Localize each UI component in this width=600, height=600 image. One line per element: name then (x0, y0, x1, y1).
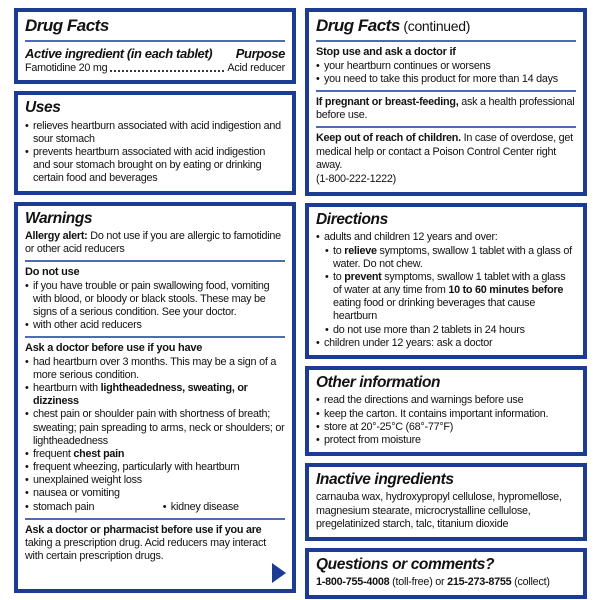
do-not-use-subheading (25, 266, 285, 279)
text: heartburn with (33, 382, 101, 395)
section-divider (316, 126, 576, 128)
text: children under 12 years: ask a doctor (324, 336, 493, 349)
bullet-glyph: • (316, 433, 320, 446)
bullet-columns (25, 501, 285, 514)
paragraph (25, 524, 285, 564)
text: ask a health professional before use. (316, 96, 575, 122)
bullet-text (333, 271, 576, 324)
bold-text: lightheadedness, sweating, or dizziness (33, 382, 248, 408)
drug-facts-panel-title (25, 15, 285, 36)
bullet-glyph: • (25, 146, 29, 158)
bullet-glyph: • (162, 500, 167, 513)
bullet-text (33, 146, 285, 186)
ingredient-purpose: Acid reducer (227, 62, 285, 75)
paragraph (316, 491, 576, 531)
bold-text: 1-800-755-4008 (316, 576, 390, 589)
bullet-text: stomach pain (33, 500, 95, 513)
bullet-item (25, 461, 285, 474)
warnings-heading (25, 209, 285, 228)
text: to (333, 270, 345, 283)
text: frequent (33, 447, 74, 460)
bullet-text (324, 408, 576, 421)
text: symptoms, swallow 1 tablet with a glass of water at any time from (333, 270, 566, 297)
bullet-item (325, 324, 576, 337)
text: frequent wheezing, particularly with heartburn (33, 461, 240, 474)
text: nausea or vomiting (33, 487, 120, 500)
text: Other information (316, 373, 441, 391)
questions-panel (305, 548, 587, 600)
bullet-item (25, 408, 285, 448)
text: chest pain or shoulder pain with shortness of breath; sweating; pain spreading to arms, neck or shoulders; or lightheadedness (33, 408, 285, 447)
title-text: Drug Facts (316, 16, 400, 35)
bold-text: prevent (344, 270, 382, 283)
bullet-item (25, 448, 285, 461)
bullet-text (33, 461, 285, 474)
bullet-text (33, 474, 285, 487)
paragraph (316, 132, 576, 172)
bold-text: 10 to 60 minutes before (448, 284, 564, 297)
bullet-glyph: • (25, 382, 29, 395)
other-information-panel (305, 366, 587, 456)
text: Warnings (25, 209, 93, 227)
directions-heading (316, 210, 576, 229)
text: keep the carton. It contains important information. (324, 407, 549, 420)
text: taking a prescription drug. Acid reducers may interact with certain prescription drugs. (25, 536, 266, 563)
bullet-glyph: • (316, 231, 320, 244)
bullet-item (316, 408, 576, 421)
text: Do not use if you are allergic to famotidine or other acid reducers (25, 229, 281, 256)
text: protect from moisture (324, 433, 421, 446)
text: to (333, 244, 345, 257)
bullet-item (25, 501, 163, 514)
text: Inactive ingredients (316, 471, 454, 489)
bullet-glyph: • (25, 279, 29, 292)
section-divider (25, 336, 285, 338)
bullet-text (33, 382, 285, 408)
bullet-glyph: • (316, 72, 320, 85)
bullet-text (324, 394, 576, 407)
section-divider (316, 40, 576, 42)
text: with other acid reducers (33, 319, 142, 332)
purpose-label: Purpose (235, 46, 285, 62)
paragraph (316, 173, 576, 186)
bullet-item (316, 394, 576, 407)
right-column (305, 8, 587, 593)
bullet-text (324, 337, 576, 350)
bullet-item (316, 337, 576, 350)
bullet-item (325, 271, 576, 324)
active-ingredient-row (25, 62, 285, 75)
bullet-item (25, 120, 285, 146)
bullet-item (25, 146, 285, 186)
inactive-ingredients-heading (316, 470, 576, 489)
text: prevents heartburn associated with acid indigestion and sour stomach brought on by eating or drinking certain food and beverages (33, 146, 266, 185)
drug-facts-continued-panel-title (316, 15, 576, 36)
text: unexplained weight loss (33, 474, 142, 487)
section-divider (316, 90, 576, 92)
section-divider (25, 260, 285, 262)
questions-or-comments-heading (316, 555, 576, 574)
text: eating food or drinking beverages that cause heartburn (333, 297, 536, 323)
text: carnauba wax, hydroxypropyl cellulose, hypromellose, magnesium stearate, microcrystalline cellulose, pregelatinized starch, talc, titanium dioxide (316, 491, 562, 530)
bullet-text (324, 60, 576, 73)
text: adults and children 12 years and over: (324, 231, 498, 244)
text: store at 20°-25°C (68°-77°F) (324, 420, 454, 433)
other-information-heading (316, 373, 576, 392)
stop-use-and-ask-a-doctor-if-subheading (316, 46, 576, 59)
text: (toll-free) or (389, 576, 448, 589)
inactive-ingredients-panel (305, 463, 587, 541)
text: Ask a doctor before use if you have (25, 342, 203, 355)
bullet-list (25, 356, 285, 501)
section-divider (25, 518, 285, 520)
active-ingredient-label: Active ingredient (in each tablet) (25, 46, 213, 62)
bullet-text (333, 245, 576, 271)
bullet-glyph: • (316, 394, 320, 407)
bullet-glyph: • (316, 59, 320, 72)
bullet-item (316, 60, 576, 73)
text: had heartburn over 3 months. This may be a sign of a more serious condition. (33, 355, 277, 381)
title-text: Drug Facts (25, 16, 109, 35)
bold-text: Ask a doctor or pharmacist before use if you are (25, 523, 262, 536)
bullet-text (324, 73, 576, 86)
bullet-item (25, 382, 285, 408)
bold-text: Keep out of reach of children. (316, 132, 461, 145)
text: relieves heartburn associated with acid indigestion and sour stomach (33, 119, 281, 145)
text: Directions (316, 211, 388, 229)
text: Do not use (25, 266, 80, 279)
bullet-item (325, 245, 576, 271)
bullet-glyph: • (25, 408, 29, 421)
text: if you have trouble or pain swallowing food, vomiting with blood, or bloody or black stools. These may be signs of a serious condition. See your doctor. (33, 279, 270, 318)
bullet-text (33, 356, 285, 382)
bullet-glyph: • (325, 244, 329, 257)
active-ingredient-header (25, 46, 285, 62)
bullet-glyph: • (325, 270, 329, 283)
bullet-text (33, 319, 285, 332)
bullet-text (33, 408, 285, 448)
bullet-text (324, 231, 576, 244)
bullet-text (324, 421, 576, 434)
bullet-item (316, 231, 576, 244)
bold-text: If pregnant or breast-feeding, (316, 96, 459, 108)
bullet-item (25, 356, 285, 382)
bold-text: relieve (344, 244, 377, 257)
bullet-list (25, 280, 285, 333)
bullet-text: kidney disease (170, 500, 239, 513)
bullet-item (316, 73, 576, 86)
bold-text: chest pain (73, 447, 125, 460)
text: read the directions and warnings before use (324, 394, 524, 407)
continuation-arrow-icon (272, 563, 286, 583)
text: Stop use and ask a doctor if (316, 46, 456, 59)
paragraph (316, 96, 576, 122)
drug-facts-continued-panel (305, 8, 587, 196)
bullet-text (33, 448, 285, 461)
bullet-list (25, 120, 285, 186)
bullet-text (324, 434, 576, 447)
text: do not use more than 2 tablets in 24 hours (333, 323, 525, 336)
paragraph (316, 576, 576, 589)
bullet-text (33, 280, 285, 320)
bullet-text (333, 324, 576, 337)
bullet-glyph: • (316, 407, 320, 420)
bullet-glyph: • (25, 447, 29, 460)
bullet-item (25, 487, 285, 500)
uses-panel (14, 91, 296, 194)
dot-leader (110, 70, 224, 72)
bullet-item (25, 319, 285, 332)
bullet-item (25, 474, 285, 487)
section-divider (25, 40, 285, 42)
text: symptoms, swallow 1 tablet with a glass of water. Do not chew. (333, 244, 572, 270)
bullet-item (316, 421, 576, 434)
bullet-glyph: • (25, 487, 29, 500)
bullet-glyph: • (25, 319, 29, 332)
drug-facts-panel (14, 8, 296, 84)
text: Uses (25, 99, 61, 117)
bullet-glyph: • (316, 336, 320, 349)
ingredient-name: Famotidine 20 mg (25, 62, 108, 75)
text: In case of overdose, get medical help or contact a Poison Control Center right away. (316, 132, 573, 171)
bullet-glyph: • (325, 323, 329, 336)
uses-heading (25, 98, 285, 117)
bullet-glyph: • (25, 500, 29, 513)
bullet-item (25, 280, 285, 320)
bullet-glyph: • (25, 355, 29, 368)
bullet-glyph: • (25, 119, 29, 132)
paragraph (25, 230, 285, 256)
text: you need to take this product for more than 14 days (324, 72, 558, 85)
left-column (14, 8, 296, 593)
bold-text: 215-273-8755 (447, 576, 512, 589)
bullet-list (316, 231, 576, 350)
bullet-glyph: • (25, 474, 29, 487)
text: your heartburn continues or worsens (324, 59, 491, 72)
title-suffix: (continued) (399, 18, 471, 34)
bullet-item (163, 501, 239, 514)
text: Questions or comments? (316, 555, 495, 573)
bullet-glyph: • (316, 420, 320, 433)
warnings-panel (14, 202, 296, 593)
text: (1-800-222-1222) (316, 172, 397, 185)
bullet-item (316, 434, 576, 447)
bold-text: Allergy alert: (25, 229, 88, 242)
ask-a-doctor-before-use-if-you-have-subheading (25, 342, 285, 355)
text: (collect) (511, 576, 550, 589)
bullet-text (33, 487, 285, 500)
bullet-list (316, 394, 576, 447)
directions-panel (305, 203, 587, 359)
bullet-glyph: • (25, 461, 29, 474)
bullet-text (33, 120, 285, 146)
bullet-list (316, 60, 576, 86)
